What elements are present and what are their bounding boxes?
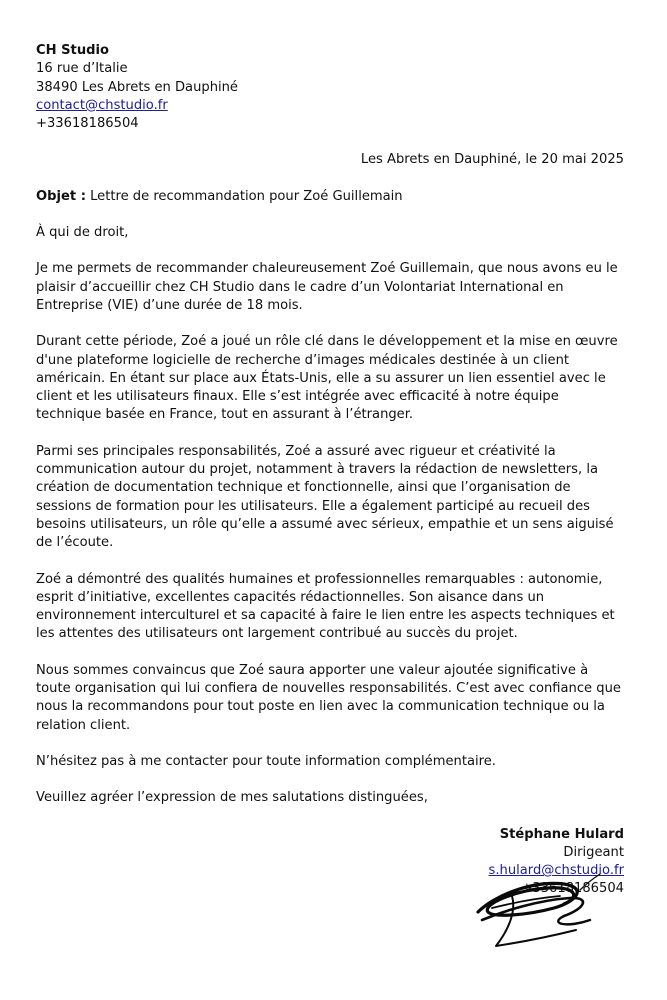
paragraph-responsibilities: Parmi ses principales responsabilités, Zoé a assuré avec rigueur et créativité la communication autour du projet, notamment à travers la rédaction de newsletters, la création de documentation technique et fonctionnelle, ainsi que l’organisation de sessions de formation pour les utilisateurs. Elle a également participé au recueil des besoins utilisateurs, un rôle qu’elle a assumé avec sérieux, empathie et un sens aiguisé de l’écoute. xyxy=(36,443,614,551)
paragraph-contact: N’hésitez pas à me contacter pour toute information complémentaire. xyxy=(36,753,496,769)
sender-email-link[interactable]: contact@chstudio.fr xyxy=(36,97,168,113)
sender-city: 38490 Les Abrets en Dauphiné xyxy=(36,79,238,95)
sender-name: CH Studio xyxy=(36,43,109,58)
paragraph-conclusion: Nous sommes convaincus que Zoé saura apporter une valeur ajoutée significative à toute organisation qui lui confiera de nouvelles responsabilités. C’est avec confiance que nous la recommandons pour tout poste en lien avec la communication technique ou la relation client. xyxy=(36,662,621,733)
signatory-phone: +33618186504 xyxy=(521,881,624,897)
sender-street: 16 rue d’Italie xyxy=(36,61,128,77)
sender-block xyxy=(36,42,624,133)
subject-text: Lettre de recommandation pour Zoé Guillemain xyxy=(85,188,403,204)
signatory-email-link[interactable]: s.hulard@chstudio.fr xyxy=(488,863,624,879)
paragraph-role: Durant cette période, Zoé a joué un rôle clé dans le développement et la mise en œuvre d'une plateforme logicielle de recherche d’images médicales destinée à un client américain. En étant sur place aux États-Unis, elle a su assurer un lien essentiel avec le client et les utilisateurs finaux. Elle s’est intégrée avec efficacité à notre équipe technique basée en France, tout en assurant à l’étranger. xyxy=(36,334,618,423)
paragraph-qualities: Zoé a démontré des qualités humaines et professionnelles remarquables : autonomie, esprit d’initiative, excellentes capacités rédactionnelles. Son aisance dans un environnement interculturel et sa capacité à faire le lien entre les aspects techniques et les attentes des utilisateurs ont largement contribué au succès du projet. xyxy=(36,571,615,642)
paragraph-closing: Veuillez agréer l’expression de mes salutations distinguées, xyxy=(36,790,428,806)
letter-date: Les Abrets en Dauphiné, le 20 mai 2025 xyxy=(360,152,624,168)
paragraph-recommendation: Je me permets de recommander chaleureusement Zoé Guillemain, que nous avons eu le plaisir d’accueillir chez CH Studio dans le cadre d’un Volontariat International en Entreprise (VIE) d’une durée de 18 mois. xyxy=(36,261,618,313)
sender-phone: +33618186504 xyxy=(36,116,139,132)
signatory-title: Dirigeant xyxy=(563,844,624,860)
salutation: À qui de droit, xyxy=(36,225,129,241)
letter-body xyxy=(36,42,624,899)
handwritten-signature-icon xyxy=(472,866,604,952)
subject-label: Objet : xyxy=(36,188,86,204)
signatory-name: Stéphane Hulard xyxy=(499,826,624,842)
subject-line xyxy=(36,188,624,206)
